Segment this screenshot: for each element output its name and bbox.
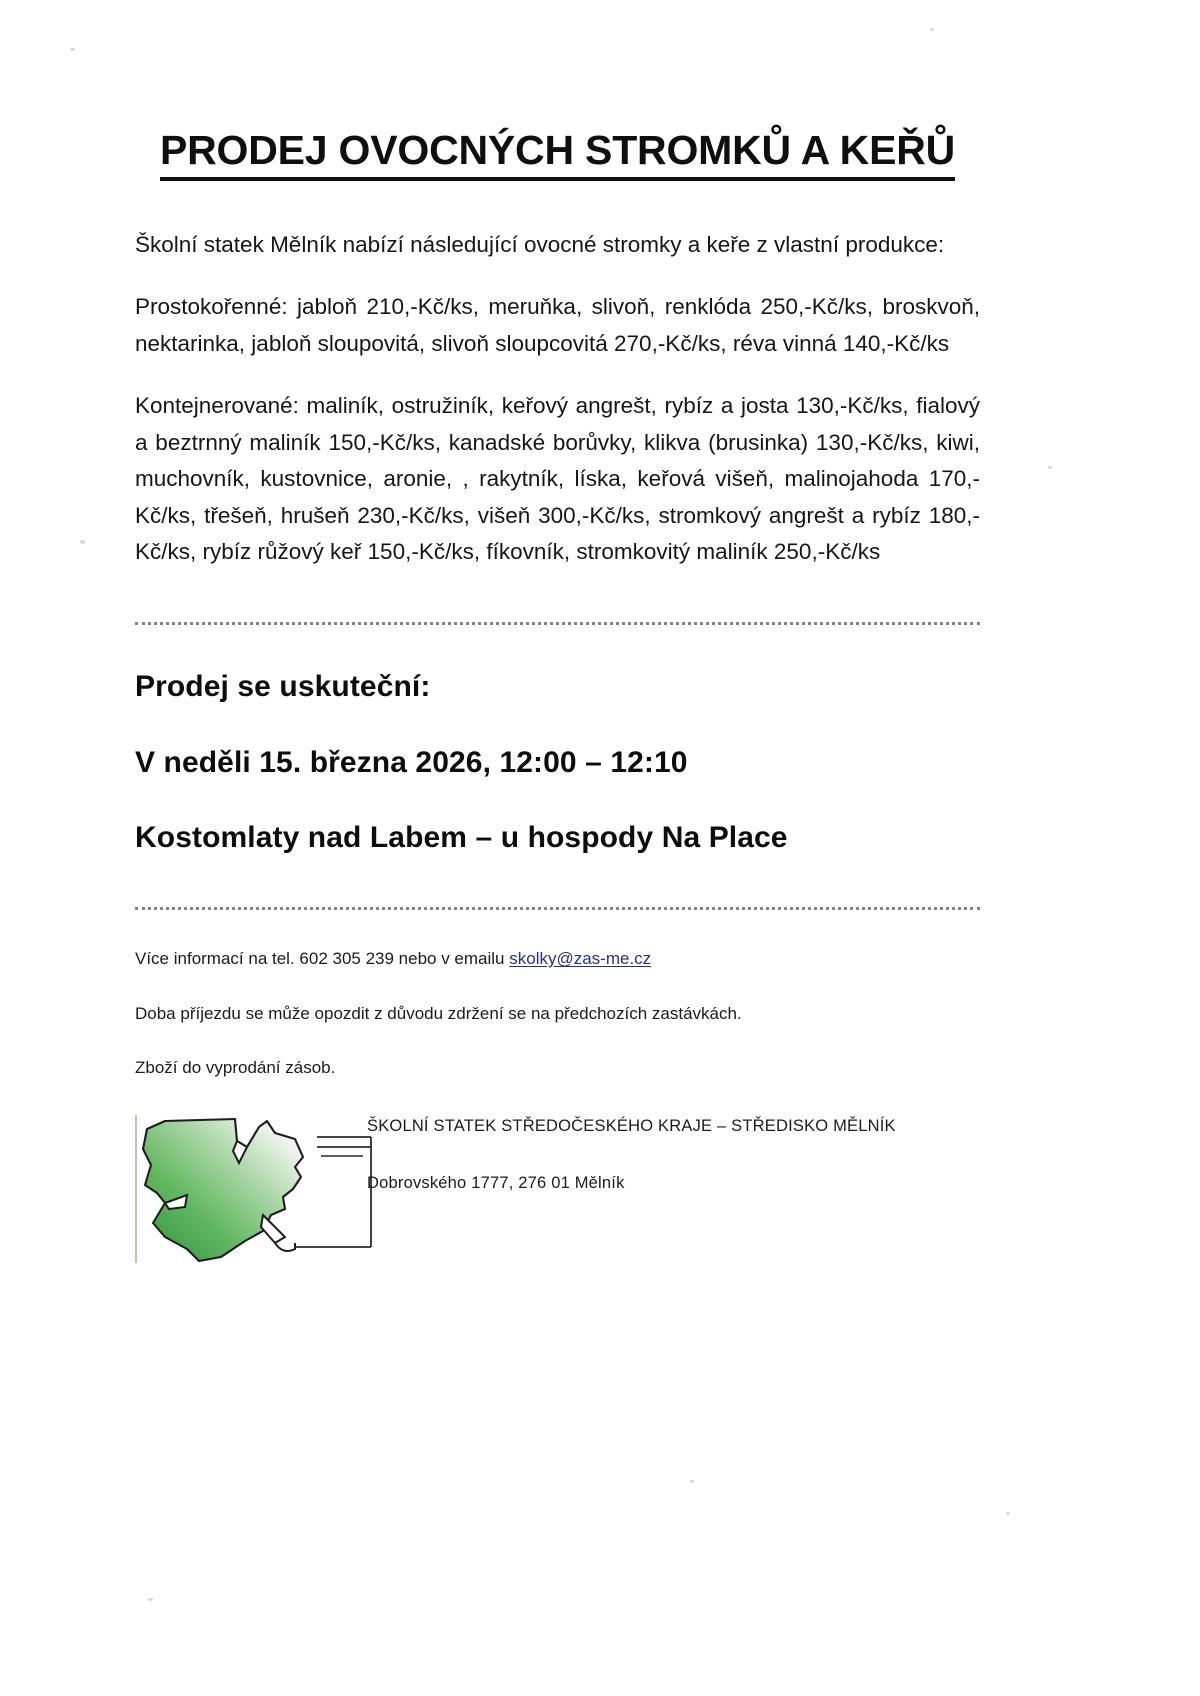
sale-datetime: V neděli 15. března 2026, 12:00 – 12:10: [135, 745, 688, 779]
scan-speck: [70, 48, 75, 51]
organization-block: [135, 1103, 980, 1268]
scan-speck: [148, 1598, 153, 1601]
green-region-map-logo-icon: [135, 1111, 375, 1266]
page-title: [135, 0, 980, 181]
scan-speck: [1048, 466, 1052, 469]
contact-prefix-text: Více informací na tel. 602 305 239 nebo v emailu: [135, 948, 510, 968]
scan-speck: [1006, 1512, 1010, 1515]
page-title-text: PRODEJ OVOCNÝCH STROMKŮ A KEŘŮ: [160, 128, 955, 181]
scan-speck: [80, 540, 85, 544]
contact-line: [135, 947, 980, 972]
scan-speck: [690, 1480, 694, 1483]
bare-root-paragraph: Prostokořenné: jabloň 210,-Kč/ks, meruňka, slivoň, renklóda 250,-Kč/ks, broskvoň, nektarinka, jabloň sloupovitá, slivoň sloupcovitá 270,-Kč/ks, réva vinná 140,-Kč/ks: [135, 294, 980, 356]
separator-bottom: [135, 907, 980, 911]
sale-heading: Prodej se uskuteční:: [135, 670, 431, 704]
separator-top: [135, 622, 980, 626]
containerized-paragraph: Kontejnerované: maliník, ostružiník, keřový angrešt, rybíz a josta 130,-Kč/ks, fialový a beztrnný maliník 150,-Kč/ks, kanadské borůvky, klikva (brusinka) 130,-Kč/ks, kiwi, muchovník, kustovnice, aronie, , rakytník, líska, keřová višeň, malinojahoda 170,-Kč/ks, třešeň, hrušeň 230,-Kč/ks, višeň 300,-Kč/ks, stromkový angrešt a rybíz 180,-Kč/ks, rybíz růžový keř 150,-Kč/ks, fíkovník, stromkovitý maliník 250,-Kč/ks: [135, 393, 980, 564]
email-link[interactable]: skolky@zas-me.cz: [509, 948, 652, 968]
organization-address: Dobrovského 1777, 276 01 Mělník: [367, 1173, 625, 1192]
document-content: [135, 0, 980, 1268]
sale-location: Kostomlaty nad Labem – u hospody Na Place: [135, 821, 788, 855]
organization-text: [367, 1117, 967, 1193]
organization-name: ŠKOLNÍ STATEK STŘEDOČESKÉHO KRAJE – STŘEDISKO MĚLNÍK: [367, 1116, 896, 1135]
intro-paragraph: Školní statek Mělník nabízí následující ovocné stromky a keře z vlastní produkce:: [135, 231, 945, 257]
stock-note: Zboží do vyprodání zásob.: [135, 1058, 336, 1078]
delay-note: Doba příjezdu se může opozdit z důvodu zdržení se na předchozích zastávkách.: [135, 1003, 742, 1023]
